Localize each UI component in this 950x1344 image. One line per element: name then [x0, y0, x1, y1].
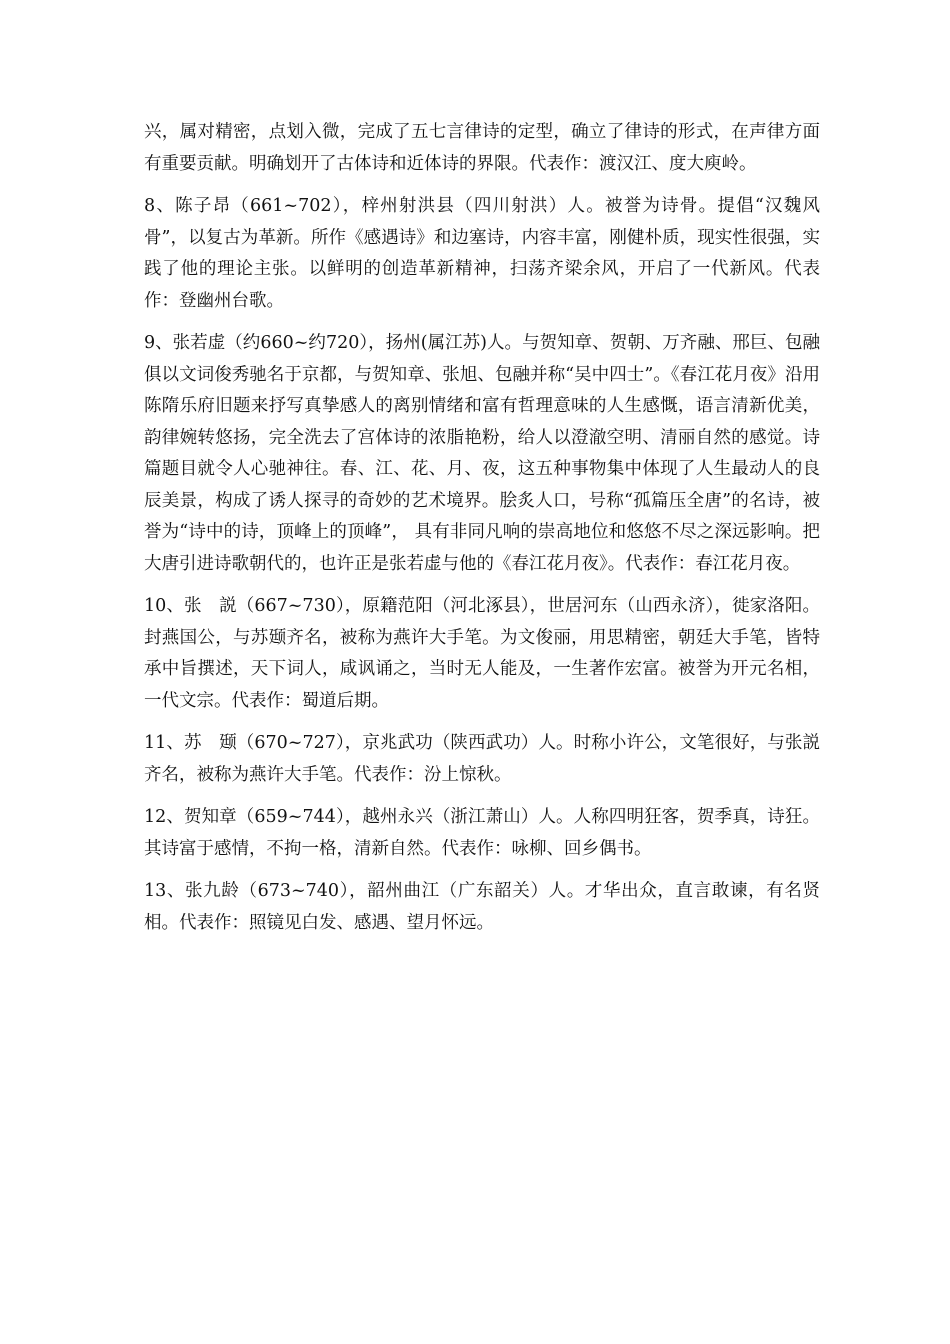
- paragraph-zhang-ruoxu: 9、张若虚（约660~约720），扬州(属江苏)人。与贺知章、贺朝、万齐融、邢巨、包融俱以文词俊秀驰名于京都，与贺知章、张旭、包融并称“吴中四士”。《春江花月夜》沿用陈隋乐府旧题来抒写真挚感人的离别情绪和富有哲理意味的人生感慨，语言清新优美，韵律婉转悠扬，完全洗去了宫体诗的浓脂艳粉，给人以澄澈空明、清丽自然的感觉。诗篇题目就令人心驰神往。春、江、花、月、夜，这五种事物集中体现了人生最动人的良辰美景，构成了诱人探寻的奇妙的艺术境界。脍炙人口，号称“孤篇压全唐”的名诗，被誉为“诗中的诗，顶峰上的顶峰”， 具有非同凡响的崇高地位和悠悠不尽之深远影响。把大唐引进诗歌朝代的，也许正是张若虚与他的《春江花月夜》。代表作：春江花月夜。: [144, 333, 820, 574]
- document-body: [144, 117, 820, 950]
- paragraph-he-zhizhang: 12、贺知章（659~744），越州永兴（浙江萧山）人。人称四明狂客，贺季真，诗狂。其诗富于感情，不拘一格，清新自然。代表作：咏柳、回乡偶书。: [144, 807, 820, 859]
- paragraph-chen-ziang: 8、陈子昂（661~702），梓州射洪县（四川射洪）人。被誉为诗骨。提倡“汉魏风骨”，以复古为革新。所作《感遇诗》和边塞诗，内容丰富，刚健朴质，现实性很强，实践了他的理论主张。以鲜明的创造革新精神，扫荡齐梁余风，开启了一代新风。代表作：登幽州台歌。: [144, 196, 820, 311]
- paragraph-zhang-jiuling: 13、张九龄（673~740），韶州曲江（广东韶关）人。才华出众，直言敢谏，有名贤相。代表作：照镜见白发、感遇、望月怀远。: [144, 881, 820, 933]
- paragraph-su-ting: 11、苏 颋（670~727），京兆武功（陕西武功）人。时称小许公，文笔很好，与张説齐名，被称为燕许大手笔。代表作：汾上惊秋。: [144, 733, 820, 785]
- paragraph-intro-continuation: 兴，属对精密，点划入微，完成了五七言律诗的定型，确立了律诗的形式，在声律方面有重要贡献。明确划开了古体诗和近体诗的界限。代表作：渡汉江、度大庾岭。: [144, 122, 820, 174]
- paragraph-zhang-yue: 10、张 説（667~730），原籍范阳（河北涿县），世居河东（山西永济），徙家洛阳。封燕国公，与苏颋齐名，被称为燕许大手笔。为文俊丽，用思精密，朝廷大手笔，皆特承中旨撰述，天下词人，咸讽诵之，当时无人能及，一生著作宏富。被誉为开元名相，一代文宗。代表作：蜀道后期。: [144, 596, 820, 711]
